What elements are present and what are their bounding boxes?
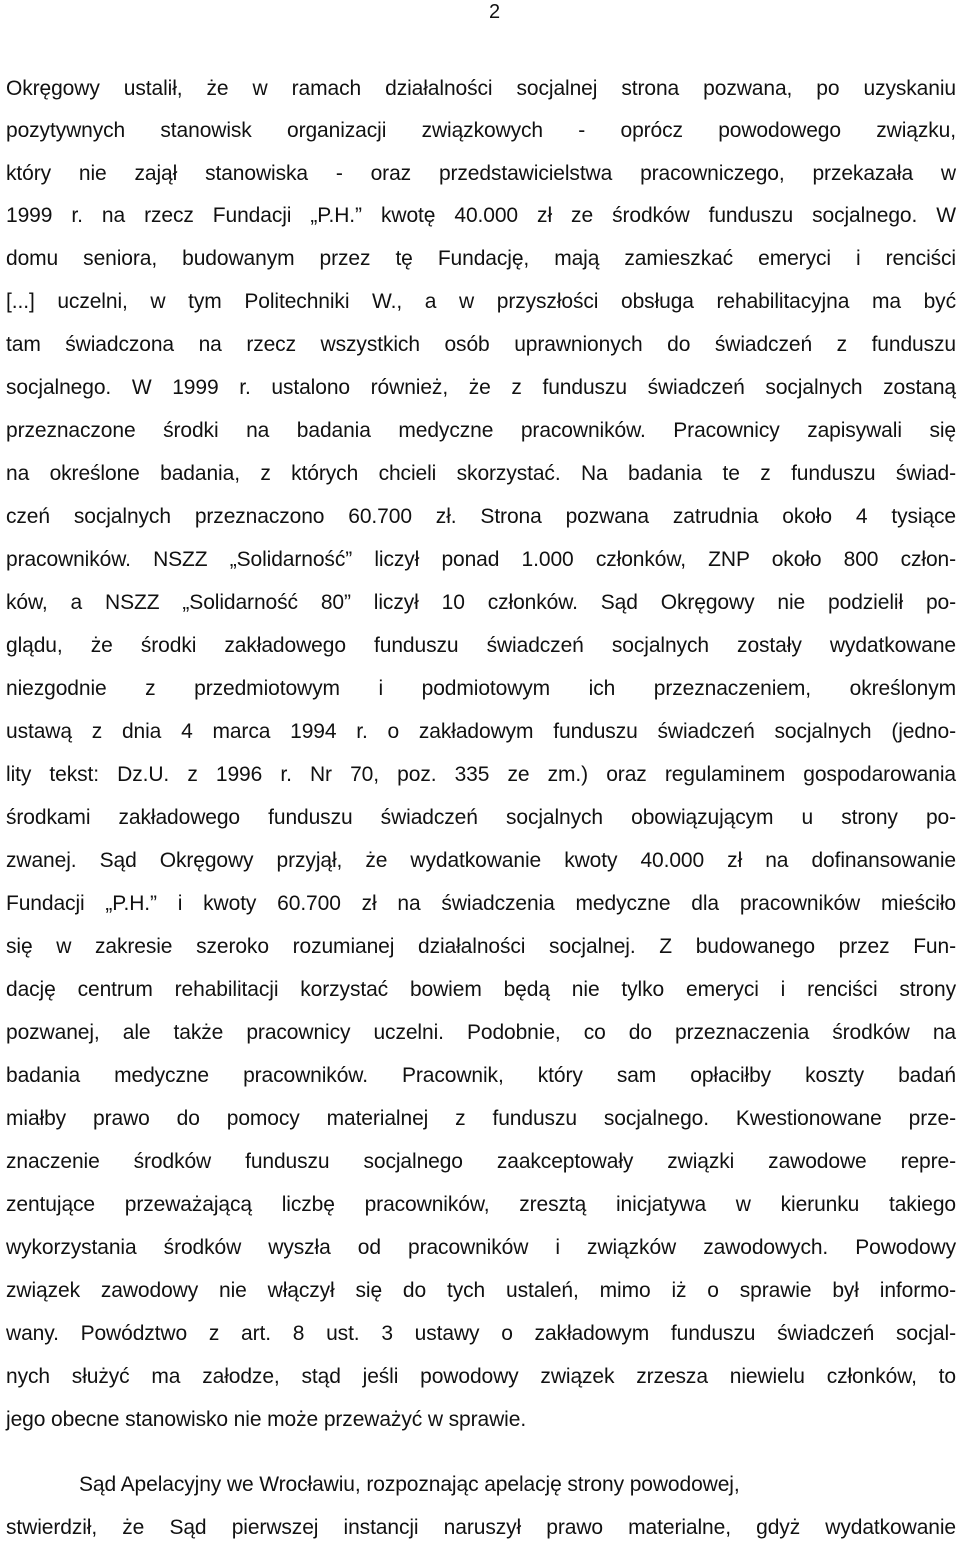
text-line: pozwanej, ale także pracownicy uczelni. Podobnie, co do przeznaczenia środków na	[6, 1021, 956, 1044]
text-line: się w zakresie szeroko rozumianej działalności socjalnej. Z budowanego przez Fun-	[6, 935, 956, 958]
text-line: tam świadczona na rzecz wszystkich osób uprawnionych do świadczeń z funduszu	[6, 333, 956, 356]
text-line: Fundacji „P.H.” i kwoty 60.700 zł na świadczenia medyczne dla pracowników mieściło	[6, 892, 956, 915]
text-line: badania medyczne pracowników. Pracownik, który sam opłaciłby koszty badań	[6, 1064, 956, 1087]
text-line: pozytywnych stanowisk organizacji związkowych - oprócz powodowego związku,	[6, 119, 956, 142]
text-line: dację centrum rehabilitacji korzystać bowiem będą nie tylko emeryci i renciści strony	[6, 978, 956, 1001]
text-line: [...] uczelni, w tym Politechniki W., a w przyszłości obsługa rehabilitacyjna ma być	[6, 290, 956, 313]
text-line: Sąd Apelacyjny we Wrocławiu, rozpoznając apelację strony powodowej,	[79, 1473, 740, 1496]
text-line: znaczenie środków funduszu socjalnego zaakceptowały związki zawodowe repre-	[6, 1150, 956, 1173]
text-line: czeń socjalnych przeznaczono 60.700 zł. Strona pozwana zatrudnia około 4 tysiące	[6, 505, 956, 528]
text-line: ków, a NSZZ „Solidarność 80” liczył 10 członków. Sąd Okręgowy nie podzielił po-	[6, 591, 956, 614]
text-line: zentujące przeważającą liczbę pracowników, zresztą inicjatywa w kierunku takiego	[6, 1193, 956, 1216]
text-line: niezgodnie z przedmiotowym i podmiotowym ich przeznaczeniem, określonym	[6, 677, 956, 700]
text-line: związek zawodowy nie włączył się do tych ustaleń, mimo iż o sprawie był informo-	[6, 1279, 956, 1302]
text-line: przeznaczone środki na badania medyczne pracowników. Pracownicy zapisywali się	[6, 419, 956, 442]
text-line: Okręgowy ustalił, że w ramach działalności socjalnej strona pozwana, po uzyskaniu	[6, 77, 956, 100]
text-line: na określone badania, z których chcieli skorzystać. Na badania te z funduszu świad-	[6, 462, 956, 485]
text-line: glądu, że środki zakładowego funduszu świadczeń socjalnych zostały wydatkowane	[6, 634, 956, 657]
text-line: ustawą z dnia 4 marca 1994 r. o zakładowym funduszu świadczeń socjalnych (jedno-	[6, 720, 956, 743]
text-line: stwierdził, że Sąd pierwszej instancji naruszył prawo materialne, gdyż wydatkowanie	[6, 1516, 956, 1539]
text-line: zwanej. Sąd Okręgowy przyjął, że wydatkowanie kwoty 40.000 zł na dofinansowanie	[6, 849, 956, 872]
text-line: socjalnego. W 1999 r. ustalono również, że z funduszu świadczeń socjalnych zostaną	[6, 376, 956, 399]
text-line: pracowników. NSZZ „Solidarność” liczył ponad 1.000 członków, ZNP około 800 człon-	[6, 548, 956, 571]
page-number: 2	[489, 1, 501, 23]
text-line: 1999 r. na rzecz Fundacji „P.H.” kwotę 40.000 zł ze środków funduszu socjalnego. W	[6, 204, 956, 227]
text-line: wykorzystania środków wyszła od pracowników i związków zawodowych. Powodowy	[6, 1236, 956, 1259]
text-line: środkami zakładowego funduszu świadczeń socjalnych obowiązującym u strony po-	[6, 806, 956, 829]
text-line: lity tekst: Dz.U. z 1996 r. Nr 70, poz. 335 ze zm.) oraz regulaminem gospodarowania	[6, 763, 956, 786]
text-line: jego obecne stanowisko nie może przeważyć w sprawie.	[6, 1408, 527, 1431]
text-line: wany. Powództwo z art. 8 ust. 3 ustawy o zakładowym funduszu świadczeń socjal-	[6, 1322, 956, 1345]
text-line: domu seniora, budowanym przez tę Fundację, mają zamieszkać emeryci i renciści	[6, 247, 956, 270]
text-line: miałby prawo do pomocy materialnej z funduszu socjalnego. Kwestionowane prze-	[6, 1107, 956, 1130]
text-line: który nie zajął stanowiska - oraz przedstawicielstwa pracowniczego, przekazała w	[6, 162, 956, 185]
text-line: nych służyć ma załodze, stąd jeśli powodowy związek zrzesza niewielu członków, to	[6, 1365, 956, 1388]
